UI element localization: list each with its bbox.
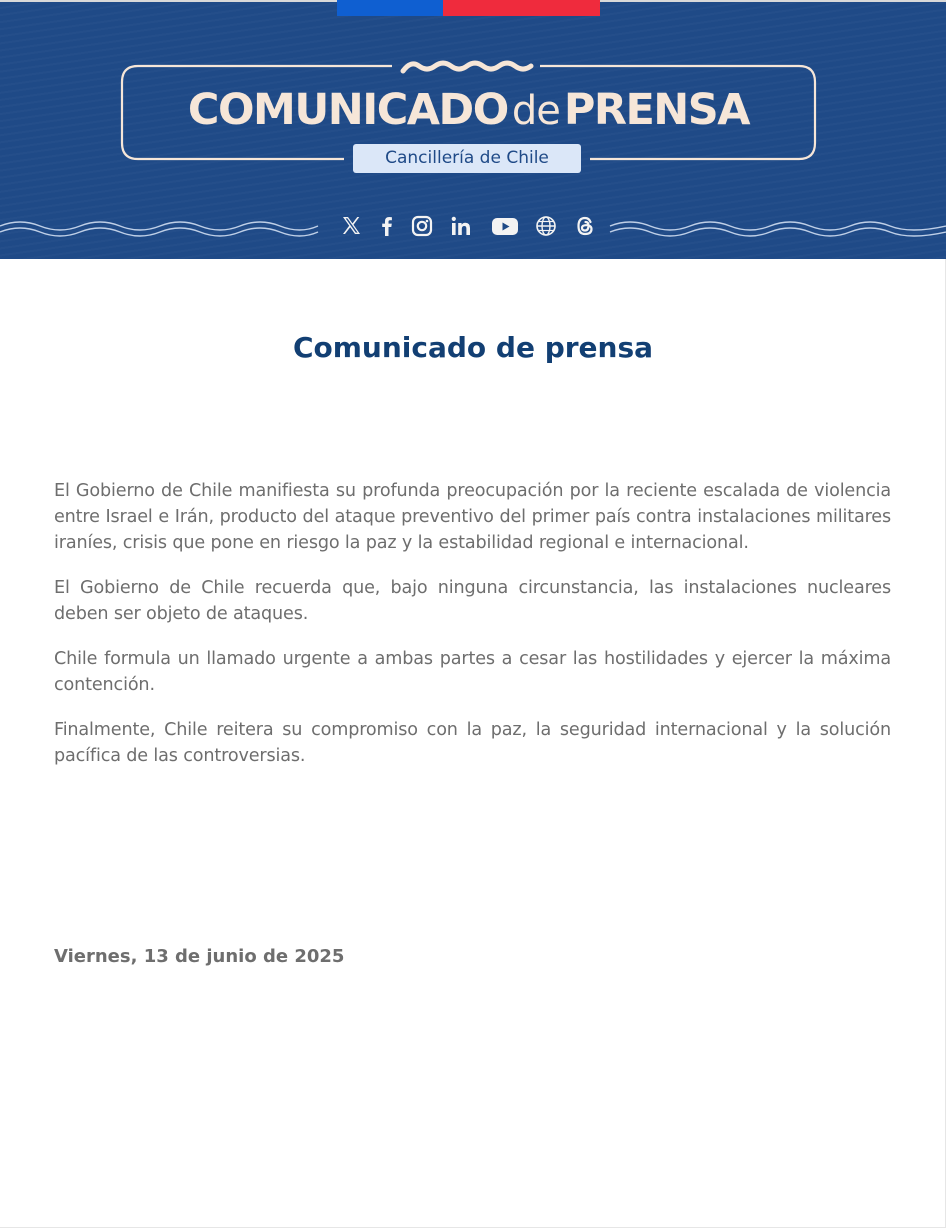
- banner-title-comunicado: COMUNICADO: [187, 85, 508, 135]
- paragraph-commitment: Finalmente, Chile reitera su compromiso con la paz, la seguridad internacional y la solución pacífica de las controversias.: [54, 720, 891, 766]
- paragraph-concern: El Gobierno de Chile manifiesta su profunda preocupación por la reciente escalada de violencia entre Israel e Irán, producto del ataque preventivo del primer país contra instalaciones militares iraníes, crisis que pone en riesgo la paz y la estabilidad regional e internacional.: [54, 481, 891, 553]
- globe-icon[interactable]: [533, 213, 559, 239]
- bottom-left-waves: [0, 222, 318, 236]
- banner-title: [122, 82, 815, 138]
- waves-ornament: [403, 63, 531, 71]
- youtube-icon[interactable]: [490, 213, 520, 239]
- paragraph-nuclear: El Gobierno de Chile recuerda que, bajo ninguna circunstancia, las instalaciones nucleares deben ser objeto de ataques.: [54, 578, 891, 624]
- facebook-icon[interactable]: [374, 213, 400, 239]
- press-release-banner: [0, 0, 946, 259]
- instagram-icon[interactable]: [409, 213, 435, 239]
- release-date: Viernes, 13 de junio de 2025: [54, 946, 345, 967]
- cancilleria-badge: Cancillería de Chile: [353, 144, 581, 173]
- banner-title-prensa: PRENSA: [563, 85, 750, 135]
- press-release-body: [54, 478, 891, 788]
- banner-title-de: de: [511, 88, 560, 134]
- bottom-right-waves: [610, 222, 946, 236]
- x-icon[interactable]: [338, 213, 364, 239]
- document-title: Comunicado de prensa: [292, 331, 654, 364]
- linkedin-icon[interactable]: [448, 213, 474, 239]
- threads-icon[interactable]: [572, 213, 598, 239]
- paragraph-call-to-restraint: Chile formula un llamado urgente a ambas partes a cesar las hostilidades y ejercer la máxima contención.: [54, 649, 891, 695]
